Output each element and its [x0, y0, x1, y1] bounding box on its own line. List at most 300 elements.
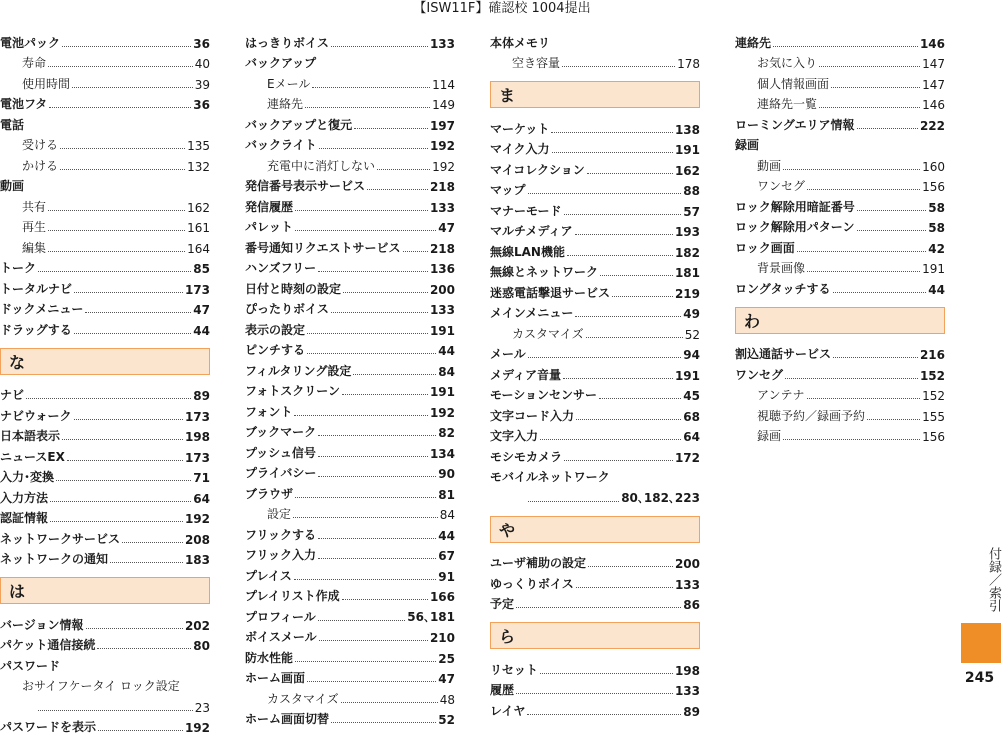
index-term: バージョン情報 — [0, 616, 84, 633]
dot-leader — [540, 673, 673, 674]
index-term: フリックする — [245, 526, 316, 543]
index-page-ref: 133 — [675, 684, 700, 698]
index-term: フィルタリング設定 — [245, 362, 351, 379]
index-entry — [245, 707, 455, 728]
index-entry — [245, 625, 455, 646]
index-entry — [0, 276, 210, 297]
index-term: 表示の設定 — [245, 321, 305, 338]
index-term: マーケット — [490, 120, 549, 137]
index-page-ref: 133 — [675, 578, 700, 592]
index-term: ワンセグ — [735, 366, 783, 383]
index-term: 録画 — [757, 427, 781, 444]
index-page-ref: 36 — [193, 37, 210, 51]
index-entry — [735, 112, 945, 133]
index-entry — [245, 51, 455, 72]
index-entry — [0, 215, 210, 236]
index-entry — [735, 215, 945, 236]
index-entry — [245, 481, 455, 502]
dot-leader — [857, 128, 918, 129]
index-page-ref: 173 — [185, 410, 210, 424]
index-column-2 — [245, 30, 455, 727]
dot-leader — [318, 456, 428, 457]
index-entry — [245, 686, 455, 707]
index-entry — [0, 317, 210, 338]
page-header: 【ISW11F】確認校 1004提出 — [0, 0, 1004, 18]
index-entry — [0, 653, 210, 674]
dot-leader — [74, 333, 192, 334]
index-entry — [245, 317, 455, 338]
index-page-ref: 181 — [675, 266, 700, 280]
index-term: 空き容量 — [512, 54, 560, 71]
index-term: 電池パック — [0, 34, 60, 51]
index-entry — [0, 403, 210, 424]
index-entry — [0, 133, 210, 154]
dot-leader — [295, 230, 436, 231]
index-page-ref: 200 — [430, 283, 455, 297]
index-page-ref: 88 — [683, 184, 700, 198]
dot-leader — [319, 148, 428, 149]
index-entry — [0, 153, 210, 174]
index-entry — [0, 51, 210, 72]
index-term: 履歴 — [490, 681, 514, 698]
index-term: パスワードを表示 — [0, 718, 96, 735]
dot-leader — [307, 353, 436, 354]
index-page-ref: 81 — [438, 488, 455, 502]
index-page-ref: 182 — [675, 246, 700, 260]
index-term: 動画 — [757, 157, 781, 174]
index-entry — [490, 657, 700, 678]
index-page-ref: 192 — [185, 721, 210, 735]
index-entry — [735, 235, 945, 256]
index-entry — [0, 506, 210, 527]
index-term: 背景画像 — [757, 259, 805, 276]
index-term: レイヤ — [490, 702, 525, 719]
index-term: 共有 — [22, 198, 46, 215]
index-entry — [0, 715, 210, 735]
index-term: ブラウザ — [245, 485, 293, 502]
index-page-ref: 44 — [438, 344, 455, 358]
index-entry — [245, 666, 455, 687]
dot-leader — [293, 517, 438, 518]
index-page-ref: 172 — [675, 451, 700, 465]
side-tab-label: 付録／索引 — [961, 547, 1001, 612]
index-term: 発信履歴 — [245, 198, 293, 215]
index-term: 連絡先 — [267, 95, 303, 112]
index-entry — [245, 256, 455, 277]
index-page-ref: 89 — [683, 705, 700, 719]
index-entry — [490, 157, 700, 178]
index-term: 個人情報画面 — [757, 75, 829, 92]
dot-leader — [563, 378, 673, 379]
index-term: ニュースEX — [0, 448, 65, 465]
index-page-ref: 133 — [430, 303, 455, 317]
index-entry — [735, 424, 945, 445]
index-entry — [490, 571, 700, 592]
index-entry — [490, 301, 700, 322]
index-term: フォトスクリーン — [245, 382, 340, 399]
index-entry — [245, 153, 455, 174]
dot-leader — [528, 357, 682, 358]
dot-leader — [567, 255, 673, 256]
index-entry — [0, 444, 210, 465]
index-page-ref: 44 — [193, 324, 210, 338]
index-entry — [0, 71, 210, 92]
index-term: マナーモード — [490, 202, 562, 219]
index-term: 再生 — [22, 218, 46, 235]
dot-leader — [341, 702, 438, 703]
index-entry — [245, 543, 455, 564]
dot-leader — [86, 628, 183, 629]
index-page-ref: 218 — [430, 242, 455, 256]
index-term: ロングタッチする — [735, 280, 831, 297]
dot-leader — [62, 46, 191, 47]
index-term: ナビ — [0, 386, 24, 403]
index-entry — [245, 215, 455, 236]
index-entry — [735, 342, 945, 363]
dot-leader — [586, 337, 683, 338]
dot-leader — [312, 87, 430, 88]
dot-leader — [367, 189, 428, 190]
dot-leader — [56, 480, 191, 481]
index-page-ref: 47 — [438, 672, 455, 686]
dot-leader — [342, 599, 428, 600]
page-number: 245 — [955, 670, 1004, 686]
index-page-ref: 64 — [683, 430, 700, 444]
index-entry — [0, 383, 210, 404]
index-entry — [490, 239, 700, 260]
index-term: 連絡先 — [735, 34, 771, 51]
index-page-ref: 134 — [430, 447, 455, 461]
index-page-ref: 147 — [922, 57, 945, 71]
dot-leader — [599, 398, 681, 399]
index-entry — [490, 30, 700, 51]
index-term: ぴったりボイス — [245, 300, 329, 317]
index-term: フリック入力 — [245, 546, 316, 563]
index-term: プライバシー — [245, 464, 316, 481]
dot-leader — [67, 460, 183, 461]
index-entry — [0, 547, 210, 568]
index-page-ref: 114 — [432, 78, 455, 92]
dot-leader — [50, 501, 191, 502]
index-section-heading: わ — [735, 307, 945, 334]
index-page-ref: 80 — [193, 639, 210, 653]
index-page-ref: 56､181 — [407, 608, 455, 625]
index-page-ref: 173 — [185, 283, 210, 297]
index-page-ref: 91 — [438, 570, 455, 584]
dot-leader — [294, 415, 428, 416]
dot-leader — [354, 128, 428, 129]
dot-leader — [551, 132, 673, 133]
dot-leader — [331, 46, 428, 47]
dot-leader — [867, 419, 920, 420]
index-page-ref: 57 — [683, 205, 700, 219]
index-entry — [490, 698, 700, 719]
index-page-ref: 36 — [193, 98, 210, 112]
index-term: アンテナ — [757, 386, 805, 403]
index-entry — [490, 116, 700, 137]
index-page-ref: 47 — [438, 221, 455, 235]
index-page-ref: 47 — [193, 303, 210, 317]
index-page-ref: 133 — [430, 37, 455, 51]
index-term: マイコレクション — [490, 161, 585, 178]
index-page-ref: 45 — [683, 389, 700, 403]
index-page-ref: 133 — [430, 201, 455, 215]
index-entry — [735, 51, 945, 72]
index-page-ref: 166 — [430, 590, 455, 604]
index-page-ref: 136 — [430, 262, 455, 276]
index-page-ref: 39 — [195, 78, 210, 92]
dot-leader — [516, 693, 673, 694]
index-term: 文字コード入力 — [490, 407, 574, 424]
index-section-heading: や — [490, 516, 700, 543]
index-entry — [245, 276, 455, 297]
index-entry — [735, 174, 945, 195]
dot-leader — [331, 312, 428, 313]
index-term: メインメニュー — [490, 304, 573, 321]
index-entry — [490, 465, 700, 486]
index-entry — [0, 526, 210, 547]
index-term: モシモカメラ — [490, 448, 562, 465]
index-page-ref: 152 — [920, 369, 945, 383]
index-term: 設定 — [267, 505, 291, 522]
index-term: 日付と時刻の設定 — [245, 280, 341, 297]
index-section-heading: ら — [490, 622, 700, 649]
dot-leader — [50, 521, 183, 522]
index-entry — [245, 133, 455, 154]
index-entry — [245, 461, 455, 482]
index-entry — [245, 71, 455, 92]
dot-leader — [516, 607, 681, 608]
index-page-ref: 58 — [928, 221, 945, 235]
index-entry — [245, 358, 455, 379]
index-page-ref: 52 — [438, 713, 455, 727]
index-page-ref: 48 — [440, 693, 455, 707]
index-term: バックアップ — [245, 54, 316, 71]
index-term: ユーザ補助の設定 — [490, 554, 586, 571]
dot-leader — [318, 435, 436, 436]
index-term: ホーム画面 — [245, 669, 305, 686]
dot-leader — [60, 169, 185, 170]
dot-leader — [807, 271, 920, 272]
dot-leader — [318, 476, 436, 477]
index-term: バックアップと復元 — [245, 116, 352, 133]
dot-leader — [74, 292, 183, 293]
dot-leader — [342, 394, 428, 395]
index-term: ネットワークサービス — [0, 530, 120, 547]
index-entry — [0, 174, 210, 195]
dot-leader — [540, 439, 681, 440]
index-page-ref: 135 — [187, 139, 210, 153]
index-page-ref: 193 — [675, 225, 700, 239]
index-page-ref: 191 — [430, 385, 455, 399]
index-entry — [490, 592, 700, 613]
index-page-ref: 162 — [675, 164, 700, 178]
index-term: ロック解除用パターン — [735, 218, 855, 235]
index-entry — [245, 645, 455, 666]
index-term: マルチメディア — [490, 222, 573, 239]
index-term: メディア音量 — [490, 366, 561, 383]
index-entry — [490, 424, 700, 445]
dot-leader — [307, 333, 428, 334]
index-section-heading: な — [0, 348, 210, 375]
index-entry — [0, 297, 210, 318]
index-page-ref: 198 — [675, 664, 700, 678]
index-page-ref: 58 — [928, 201, 945, 215]
index-page-ref: 160 — [922, 160, 945, 174]
index-entry — [490, 485, 700, 506]
dot-leader — [528, 501, 619, 502]
index-page-ref: 219 — [675, 287, 700, 301]
index-term: カスタマイズ — [512, 325, 584, 342]
dot-leader — [62, 439, 183, 440]
index-page-ref: 200 — [675, 557, 700, 571]
index-term: ワンセグ — [757, 177, 805, 194]
index-entry — [0, 694, 210, 715]
index-term: モバイルネットワーク — [490, 468, 610, 485]
index-page-ref: 198 — [185, 430, 210, 444]
dot-leader — [295, 661, 436, 662]
index-entry — [490, 444, 700, 465]
index-page-ref: 84 — [440, 508, 455, 522]
index-entry — [735, 383, 945, 404]
index-entry — [0, 235, 210, 256]
index-entry — [245, 174, 455, 195]
dot-leader — [377, 169, 430, 170]
index-page-ref: 138 — [675, 123, 700, 137]
index-term: 無線とネットワーク — [490, 263, 598, 280]
dot-leader — [74, 419, 183, 420]
index-page-ref: 71 — [193, 471, 210, 485]
dot-leader — [60, 148, 185, 149]
dot-leader — [72, 87, 193, 88]
index-term: ブックマーク — [245, 423, 316, 440]
index-term: ボイスメール — [245, 628, 317, 645]
index-term: メール — [490, 345, 526, 362]
index-term: ピンチする — [245, 341, 305, 358]
index-entry — [735, 403, 945, 424]
index-entry — [0, 633, 210, 654]
index-term: トーク — [0, 259, 36, 276]
dot-leader — [600, 275, 673, 276]
index-term: モーションセンサー — [490, 386, 597, 403]
index-term: リセット — [490, 661, 538, 678]
index-term: ドラッグする — [0, 321, 72, 338]
index-page-ref: 208 — [185, 533, 210, 547]
dot-leader — [797, 251, 927, 252]
dot-leader — [295, 210, 428, 211]
index-term: 使用時間 — [22, 75, 70, 92]
dot-leader — [819, 107, 920, 108]
index-term: 電話 — [0, 116, 24, 133]
index-term: Eメール — [267, 75, 310, 92]
index-column-1 — [0, 30, 210, 735]
index-page-ref: 84 — [438, 365, 455, 379]
index-page-ref: 40 — [195, 57, 210, 71]
index-entry — [490, 403, 700, 424]
dot-leader — [48, 210, 185, 211]
index-term: ネットワークの通知 — [0, 550, 108, 567]
index-section-heading: ま — [490, 81, 700, 108]
index-page-ref: 80､182､223 — [621, 489, 700, 506]
dot-leader — [773, 46, 918, 47]
index-entry — [245, 379, 455, 400]
dot-leader — [98, 730, 183, 731]
index-page-ref: 156 — [922, 180, 945, 194]
index-entry — [245, 440, 455, 461]
index-entry — [490, 137, 700, 158]
dot-leader — [319, 640, 428, 641]
index-entry — [245, 235, 455, 256]
index-term: 入力･変換 — [0, 468, 54, 485]
index-page-ref: 156 — [922, 430, 945, 444]
index-entry — [245, 112, 455, 133]
index-entry — [245, 399, 455, 420]
dot-leader — [403, 251, 428, 252]
index-term: 電池フタ — [0, 95, 47, 112]
dot-leader — [783, 439, 920, 440]
index-entry — [245, 563, 455, 584]
index-page-ref: 222 — [920, 119, 945, 133]
dot-leader — [85, 312, 191, 313]
index-term: プロフィール — [245, 608, 316, 625]
index-term: パスワード — [0, 657, 60, 674]
index-page-ref: 164 — [187, 242, 210, 256]
index-term: 録画 — [735, 136, 759, 153]
dot-leader — [318, 538, 436, 539]
index-term: かける — [22, 157, 58, 174]
index-page-ref: 147 — [922, 78, 945, 92]
index-term: トータルナビ — [0, 280, 72, 297]
index-entry — [735, 92, 945, 113]
index-page-ref: 146 — [920, 37, 945, 51]
index-page-ref: 146 — [922, 98, 945, 112]
dot-leader — [857, 230, 927, 231]
index-page-ref: 155 — [922, 410, 945, 424]
index-page-ref: 191 — [675, 369, 700, 383]
index-term: 割込通話サービス — [735, 345, 831, 362]
index-column-3 — [490, 30, 700, 719]
index-term: マイク入力 — [490, 140, 550, 157]
dot-leader — [38, 271, 191, 272]
index-term: 編集 — [22, 239, 46, 256]
dot-leader — [318, 271, 428, 272]
dot-leader — [294, 579, 436, 580]
dot-leader — [305, 107, 430, 108]
index-entry — [735, 194, 945, 215]
index-entry — [245, 502, 455, 523]
dot-leader — [331, 722, 436, 723]
index-page-ref: 216 — [920, 348, 945, 362]
index-page-ref: 197 — [430, 119, 455, 133]
index-column-4 — [735, 30, 945, 444]
index-entry — [490, 342, 700, 363]
index-page-ref: 94 — [683, 348, 700, 362]
index-page-ref: 161 — [187, 221, 210, 235]
index-entry — [735, 133, 945, 154]
index-entry — [245, 194, 455, 215]
dot-leader — [785, 378, 918, 379]
index-term: ゆっくりボイス — [490, 575, 574, 592]
index-page-ref: 52 — [685, 328, 700, 342]
index-entry — [490, 321, 700, 342]
dot-leader — [564, 214, 682, 215]
index-page-ref: 218 — [430, 180, 455, 194]
index-page-ref: 210 — [430, 631, 455, 645]
index-entry — [245, 338, 455, 359]
index-entry — [490, 280, 700, 301]
dot-leader — [48, 66, 193, 67]
index-entry — [245, 297, 455, 318]
